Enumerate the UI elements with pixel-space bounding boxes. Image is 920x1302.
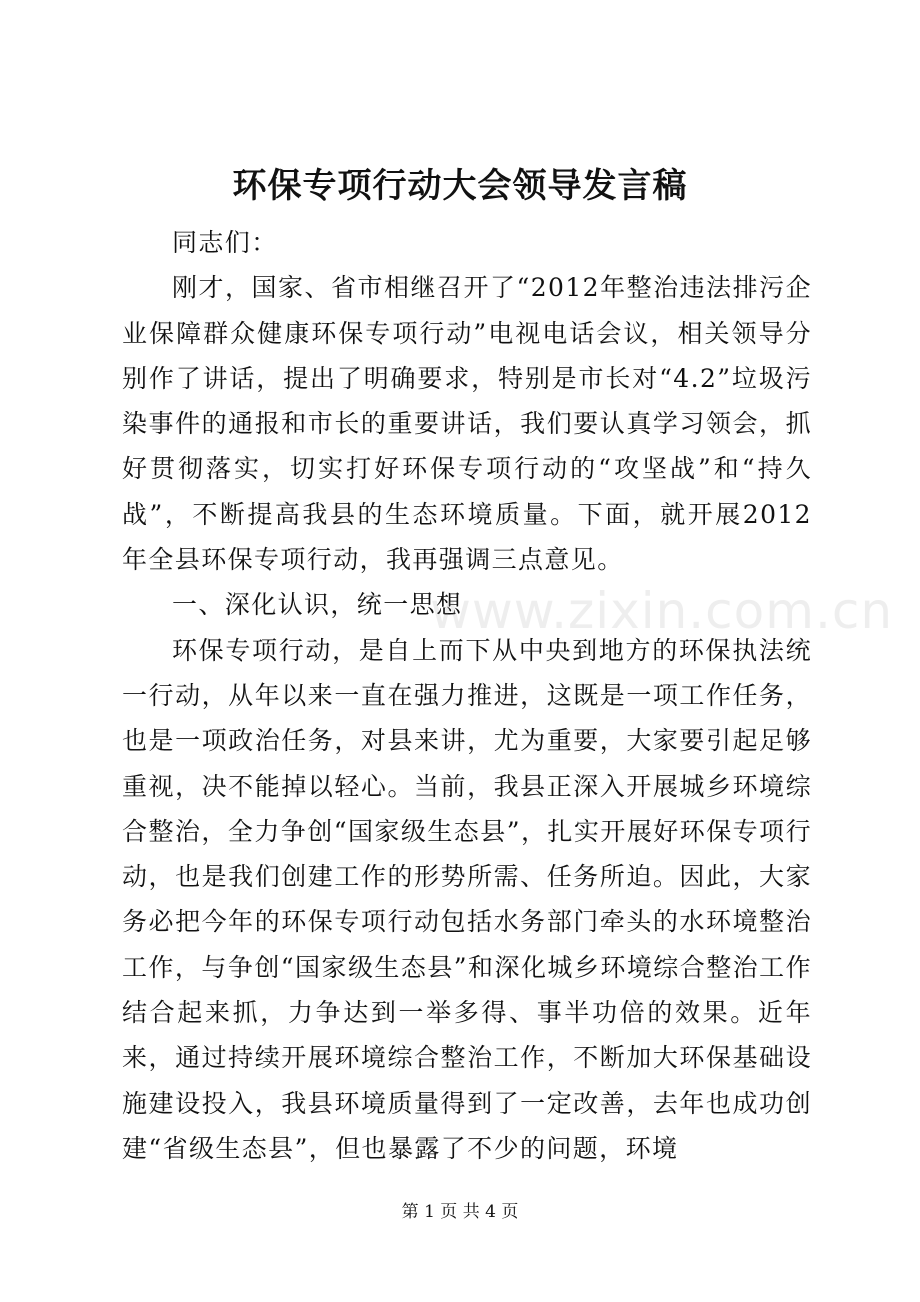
page-footer: 第 1 页 共 4 页 — [401, 1202, 519, 1222]
document-title: 环保专项行动大会领导发言稿 — [232, 166, 688, 206]
paragraph-section-1: 环保专项行动，是自上而下从中央到地方的环保执法统一行动，从年以来一直在强力推进，这既是一项工作任务，也是一项政治任务，对县来讲，尤为重要，大家要引起足够重视，决不能掉以轻心。当前，我县正深入开展城乡环境综合整治，全力争创“国家级生态县”，扎实开展好环保专项行动，也是我们创建工作的形势所需、任务所迫。因此，大家务必把今年的环保专项行动包括水务部门牵头的水环境整治工作，与争创“国家级生态县”和深化城乡环境综合整治工作结合起来抓，力争达到一举多得、事半功倍的效果。近年来，通过持续开展环境综合整治工作，不断加大环保基础设施建设投入，我县环境质量得到了一定改善，去年也成功创建“省级生态县”，但也暴露了不少的问题，环境 — [122, 635, 812, 1163]
document-body — [122, 220, 812, 1171]
paragraph-intro: 刚才，国家、省市相继召开了“2012年整治违法排污企业保障群众健康环保专项行动”电视电话会议，相关领导分别作了讲话，提出了明确要求，特别是市长对“4.2”垃圾污染事件的通报和市长的重要讲话，我们要认真学习领会，抓好贯彻落实，切实打好环保专项行动的“攻坚战”和“持久战”，不断提高我县的生态环境质量。下面，就开展2012年全县环保专项行动，我再强调三点意见。 — [122, 273, 812, 575]
watermark: www.zixin.com.cn — [430, 582, 894, 640]
paragraph-salutation: 同志们： — [172, 228, 278, 257]
section-heading-1: 一、深化认识，统一思想 — [172, 590, 463, 620]
